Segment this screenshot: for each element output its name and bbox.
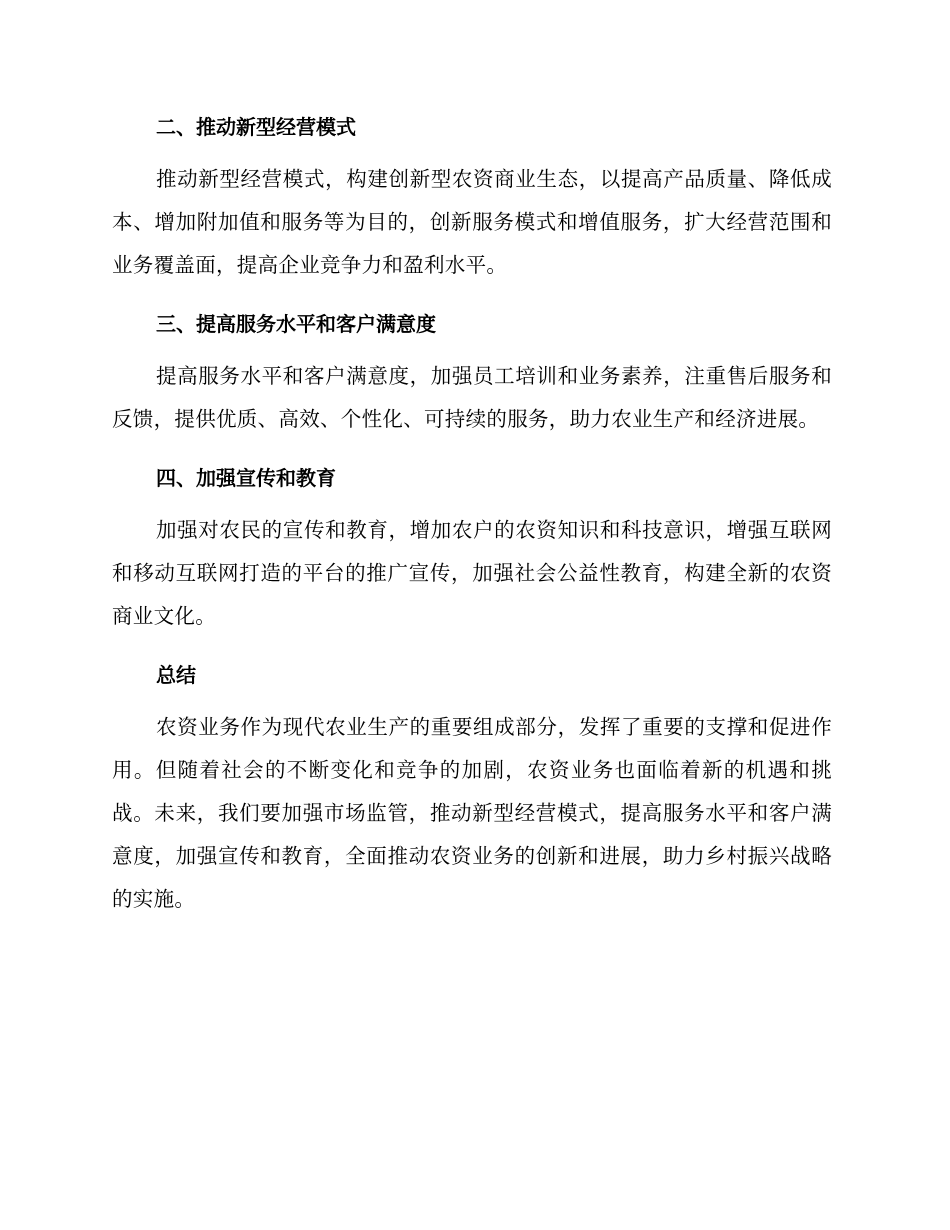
document-page [112, 108, 832, 939]
section-paragraph: 推动新型经营模式，构建创新型农资商业生态，以提高产品质量、降低成本、增加附加值和服务等为目的，创新服务模式和增值服务，扩大经营范围和业务覆盖面，提高企业竞争力和盈利水平。 [112, 167, 832, 277]
section-paragraph: 提高服务水平和客户满意度，加强员工培训和业务素养，注重售后服务和反馈，提供优质、高效、个性化、可持续的服务，助力农业生产和经济进展。 [112, 364, 832, 431]
section-heading: 四、加强宣传和教育 [156, 466, 336, 490]
section-publicity-education [112, 459, 832, 638]
section-summary [112, 656, 832, 921]
section-heading: 三、提高服务水平和客户满意度 [156, 312, 436, 336]
section-paragraph: 加强对农民的宣传和教育，增加农户的农资知识和科技意识，增强互联网和移动互联网打造的平台的推广宣传，加强社会公益性教育，构建全新的农资商业文化。 [112, 518, 832, 628]
section-paragraph: 农资业务作为现代农业生产的重要组成部分，发挥了重要的支撑和促进作用。但随着社会的不断变化和竞争的加剧，农资业务也面临着新的机遇和挑战。未来，我们要加强市场监管，推动新型经营模式，提高服务水平和客户满意度，加强宣传和教育，全面推动农资业务的创新和进展，助力乡村振兴战略的实施。 [112, 715, 832, 911]
section-heading: 二、推动新型经营模式 [156, 115, 356, 139]
section-heading: 总结 [156, 663, 196, 687]
section-new-business-model [112, 108, 832, 287]
section-service-level [112, 305, 832, 441]
